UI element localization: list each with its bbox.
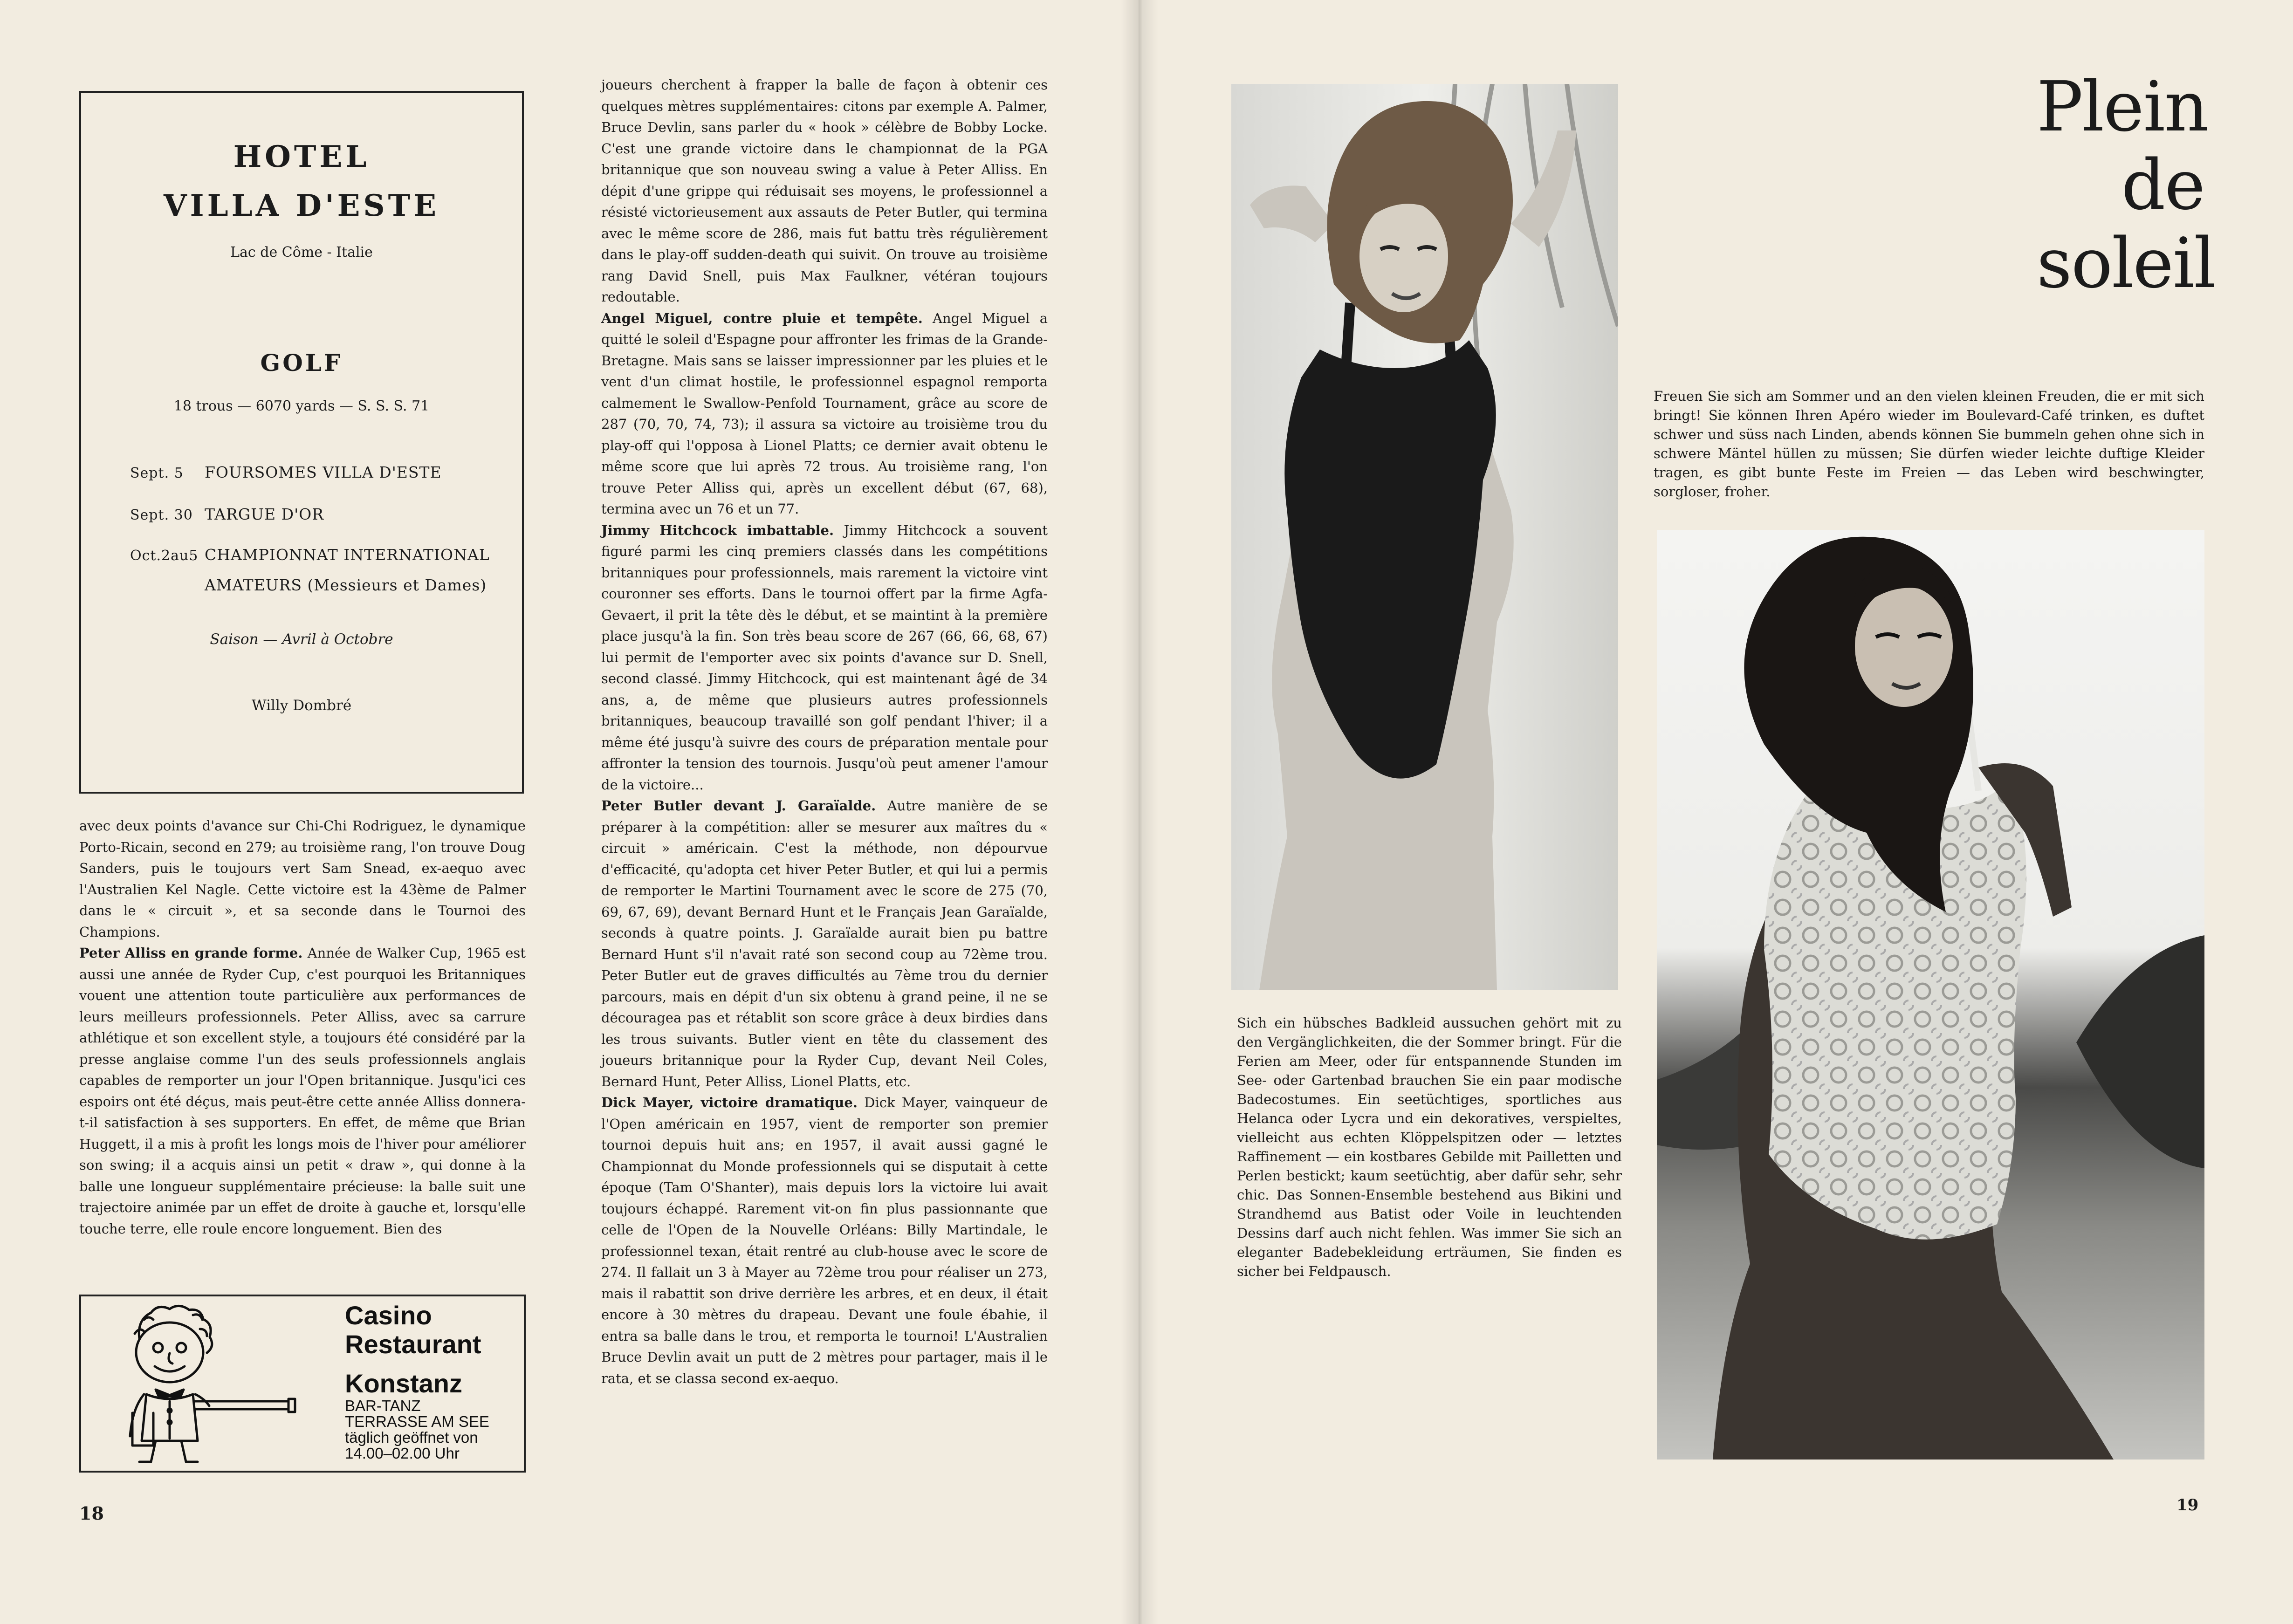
event-date: Oct.2au5	[130, 548, 199, 564]
paragraph: Peter Butler devant J. Garaïalde. Autre manière de se préparer à la compétition: aller se mesurer aux maîtres du « circuit » américain. C'est la méthode, non dépourvue d'efficacité, qu'adopta cet hiver Peter Butler, et qui lui a permis de remporter le Martini Tournament avec le score de 275 (70, 69, 67, 69), devant Bernard Hunt et le Français Jean Garaïalde, seconds à quatre points. J. Garaïalde aurait bien pu battre Bernard Hunt s'il n'avait raté son second coup au 72ème trou. Peter Butler eut de graves difficultés au 7ème trou du dernier parcours, mais en dépit d'un six obtenu à grand peine, il ne se découragea pas et rétablit son score grâce à deux birdies dans les trous suivants. Butler vient en tête du classement des joueurs britannique pour la Ryder Cup, devant Neil Coles, Bernard Hunt, Peter Alliss, Lionel Platts, etc.	[601, 798, 1048, 1090]
page-number-left: 18	[79, 1503, 104, 1524]
event-date: Sept. 30	[130, 507, 193, 523]
casino-ad-line: 14.00–02.00 Uhr	[345, 1445, 460, 1462]
hotel-ad-location: Lac de Côme - Italie	[230, 244, 373, 260]
article-column-left	[79, 815, 526, 1240]
casino-ad-line: Konstanz	[345, 1369, 462, 1398]
hotel-ad-event-3	[130, 546, 490, 564]
event-name: CHAMPIONNAT INTERNATIONAL	[205, 546, 490, 564]
casino-ad-line: TERRASSE AM SEE	[345, 1413, 489, 1430]
intro-paragraph: Freuen Sie sich am Sommer und an den vielen kleinen Freuden, die er mit sich bringt! Sie können Ihren Apéro wieder im Boulevard-Café trinken, es duftet schwer und süss nach Linden, abends können Sie bummeln gehen ohne sich in schwere Mäntel hüllen zu müssen; Sie dürfen wieder leichte duftige Kleider tragen, es gibt bunte Feste im Freien — das Leben wird beschwingter, sorgloser, froher.	[1654, 388, 2204, 500]
article-column-middle	[601, 75, 1048, 1389]
event-name: TARGUE D'OR	[205, 505, 324, 523]
event-date: Sept. 5	[130, 465, 184, 481]
hotel-ad-course-info: 18 trous — 6070 yards — S. S. S. 71	[173, 398, 430, 414]
article-heading	[2037, 67, 2215, 303]
heading-line: Plein	[2037, 67, 2208, 147]
paragraph: Angel Miguel, contre pluie et tempête. Angel Miguel a quitté le soleil d'Espagne pour affronter les frimas de la Grande-Bretagne. Mais sans se laisser impressionner par les pluies et le vent d'un climat hostile, le professionnel espagnol remporta calmement le Swallow-Penfold Tournament, grâce au score de 287 (70, 70, 74, 73); il assura sa victoire au troisième trou du play-off qui l'opposa à Lionel Platts; ce dernier avait obtenu le même score que lui après 72 trous. Au troisième rang, l'on trouve Peter Alliss qui, après un excellent début (67, 68), termina avec un 76 et un 77.	[601, 310, 1048, 517]
section-heading: Jimmy Hitchcock imbattable.	[601, 522, 834, 538]
casino-ad-text	[345, 1301, 489, 1461]
waiter-illustration-icon	[100, 1301, 305, 1466]
casino-ad-line: Restaurant	[345, 1329, 481, 1359]
right-page	[1140, 0, 2293, 1624]
section-heading: Peter Alliss en grande forme.	[79, 945, 303, 961]
paragraph: Jimmy Hitchcock imbattable. Jimmy Hitchcock a souvent figuré parmi les cinq premiers classés dans les compétitions britanniques pour professionnels, mais rarement la victoire vint couronner ses efforts. Dans le tournoi offert par la firme Agfa-Gevaert, il prit la tête dès le début, et se maintint à la première place jusqu'à la fin. Son très beau score de 267 (66, 66, 68, 67) lui permit de l'emporter avec six points d'avance sur D. Snell, second classé. Jimmy Hitchcock, qui est maintenant âgé de 34 ans, a, de même que plusieurs autres professionnels britanniques, beaucoup travaillé son golf pendant l'hiver; il a même été jusqu'à suivre des cours de préparation mentale pour affronter la tension des tournois. Jusqu'où peut amener l'amour de la victoire...	[601, 522, 1048, 793]
heading-line: soleil	[2037, 223, 2215, 303]
hotel-ad-event-2	[130, 505, 324, 523]
hotel-ad-event-1	[130, 463, 442, 481]
hotel-ad-title-line1: HOTEL	[233, 139, 370, 174]
photo-caption: Sich ein hübsches Badkleid aussuchen gehört mit zu den Vergänglichkeiten, die der Sommer bringt. Für die Ferien am Meer, oder für entspannende Stunden im See- oder Gartenbad brauchen Sie ein paar modische Badecostumes. Ein seetüchtiges, sportliches aus Helanca oder Lycra und ein dekoratives, verspieltes, vielleicht aus echten Klöppelspitzen oder — letztes Raffinement — ein kostbares Gebilde mit Pailletten und Perlen bestickt; kaum seetüchtig, aber dafür sehr, sehr chic. Das Sonnen-Ensemble bestehend aus Bikini und Strandhemd aus Batist oder Voile in leuchtenden Dessins darf auch nicht fehlen. Was immer Sie sich an eleganter Badebekleidung erträumen, Sie finden es sicher bei Feldpausch.	[1237, 1015, 1622, 1279]
paragraph: Dick Mayer, victoire dramatique. Dick Mayer, vainqueur de l'Open américain en 1957, vient de remporter son premier tournoi depuis huit ans; en 1957, il avait aussi gagné le Championnat du Monde professionnels qui se disputait à cette époque (Tam O'Shanter), mais depuis lors la victoire lui avait toujours échappé. Rarement vit-on fin plus passionnante que celle de l'Open de la Nouvelle Orléans: Billy Martindale, le professionnel texan, était rentré au club-house avec le score de 274. Il fallait un 3 à Mayer au 72ème trou pour réaliser un 273, mais il rabattit son drive derrière les arbres, et en deux, il était encore à 30 mètres du drapeau. Devant une foule ébahie, il entra sa balle dans le trou, et remporta le tournoi! L'Australien Bruce Devlin avait un putt de 2 mètres pour partager, mais il le rata, et se classa second ex-aequo.	[601, 1095, 1048, 1386]
casino-ad-line: täglich geöffnet von	[345, 1429, 478, 1446]
swimsuit-photo-lace-icon	[1657, 530, 2204, 1460]
hotel-ad-title-line2: VILLA D'ESTE	[163, 188, 440, 223]
section-heading: Angel Miguel, contre pluie et tempête.	[601, 310, 923, 326]
casino-restaurant-ad	[79, 1295, 526, 1473]
page-number-right: 19	[2176, 1496, 2199, 1514]
section-heading: Dick Mayer, victoire dramatique.	[601, 1095, 858, 1110]
page-gutter	[1121, 0, 1158, 1624]
casino-ad-line: BAR-TANZ	[345, 1397, 421, 1414]
paragraph: Peter Alliss en grande forme. Année de Walker Cup, 1965 est aussi une année de Ryder Cup, c'est pourquoi les Britanniques vouent une attention toute particulière aux performances de leurs meilleurs professionnels. Peter Alliss, avec sa carrure athlétique et son excellent style, a toujours été considéré par la presse anglaise comme l'un des seuls professionnels anglais capables de remporter un jour l'Open britannique. Jusqu'ici ces espoirs ont été déçus, mais peut-être cette année Alliss donnera-t-il satisfaction à ses supporters. En effet, de même que Brian Huggett, il a mis à profit les longs mois de l'hiver pour améliorer son swing; il a acquis ainsi un petit « draw », qui donne à la balle une longueur supplémentaire précieuse: la balle suit une trajectoire animée par un effet de droite à gauche et, lorsqu'elle touche terre, elle roule encore longuement. Bien des	[79, 945, 526, 1237]
section-heading: Peter Butler devant J. Garaïalde.	[601, 798, 876, 814]
event-name: FOURSOMES VILLA D'ESTE	[205, 463, 442, 481]
hotel-ad-signature: Willy Dombré	[251, 697, 352, 714]
paragraph: avec deux points d'avance sur Chi-Chi Rodriguez, le dynamique Porto-Ricain, second en 279; au troisième rang, l'on trouve Doug Sanders, puis le toujours vert Sam Snead, ex-aequo avec l'Australien Kel Nagle. Cette victoire est la 43ème de Palmer dans le « circuit », et sa seconde dans le Tournoi des Champions.	[79, 818, 526, 940]
left-page	[0, 0, 1140, 1624]
hotel-ad-event-continuation: AMATEURS (Messieurs et Dames)	[205, 576, 487, 594]
paragraph: joueurs cherchent à frapper la balle de façon à obtenir ces quelques mètres supplémentaires: citons par exemple A. Palmer, Bruce Devlin, sans parler du « hook » célèbre de Bobby Locke. C'est une grande victoire dans le championnat de la PGA britannique que son nouveau swing a value à Peter Alliss. En dépit d'une grippe qui réduisait ses moyens, le professionnel a résisté victorieusement aux assauts de Peter Butler, qui termina avec le même score de 286, mais fut battu très régulièrement dans le play-off sudden-death qui suivit. On trouve au troisième rang David Snell, puis Max Faulkner, vétéran toujours redoutable.	[601, 77, 1048, 305]
hotel-villa-deste-ad	[79, 91, 524, 794]
casino-ad-line: Casino	[345, 1301, 432, 1330]
heading-line: de	[2121, 145, 2204, 225]
hotel-ad-season: Saison — Avril à Octobre	[210, 631, 393, 648]
hotel-ad-golf-heading: GOLF	[260, 349, 343, 377]
swimsuit-photo-dark-icon	[1231, 84, 1618, 990]
